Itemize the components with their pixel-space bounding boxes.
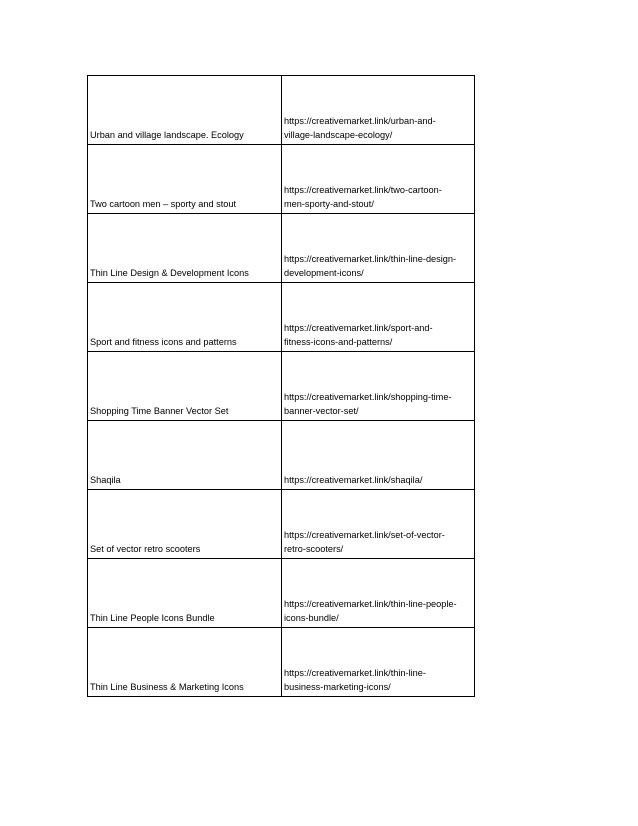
link-text-line[interactable]: retro-scooters/ bbox=[284, 544, 344, 554]
link-text-line[interactable]: development-icons/ bbox=[284, 268, 364, 278]
product-link-cell[interactable] bbox=[282, 421, 475, 490]
product-title-cell: Thin Line People Icons Bundle bbox=[88, 559, 282, 628]
product-title-cell: Thin Line Design & Development Icons bbox=[88, 214, 282, 283]
table-row bbox=[88, 628, 475, 697]
table-row bbox=[88, 283, 475, 352]
product-title-cell: Set of vector retro scooters bbox=[88, 490, 282, 559]
table-row bbox=[88, 76, 475, 145]
product-link-cell[interactable] bbox=[282, 352, 475, 421]
product-title-cell: Urban and village landscape. Ecology bbox=[88, 76, 282, 145]
product-title-cell: Sport and fitness icons and patterns bbox=[88, 283, 282, 352]
product-link-cell[interactable] bbox=[282, 145, 475, 214]
link-text-line[interactable]: business-marketing-icons/ bbox=[284, 682, 391, 692]
table-body bbox=[88, 76, 475, 697]
product-link-cell[interactable] bbox=[282, 283, 475, 352]
product-link-cell[interactable] bbox=[282, 214, 475, 283]
table-row bbox=[88, 214, 475, 283]
table-row bbox=[88, 145, 475, 214]
link-text-line[interactable]: icons-bundle/ bbox=[284, 613, 339, 623]
link-text-line[interactable]: https://creativemarket.link/urban-and- bbox=[284, 116, 436, 126]
link-text-line[interactable]: fitness-icons-and-patterns/ bbox=[284, 337, 393, 347]
link-text-line[interactable]: https://creativemarket.link/two-cartoon- bbox=[284, 185, 442, 195]
link-text-line[interactable]: village-landscape-ecology/ bbox=[284, 130, 393, 140]
product-link-cell[interactable] bbox=[282, 628, 475, 697]
product-title-cell: Thin Line Business & Marketing Icons bbox=[88, 628, 282, 697]
product-link-table bbox=[87, 75, 475, 697]
table-row bbox=[88, 421, 475, 490]
link-text-line[interactable]: https://creativemarket.link/thin-line- bbox=[284, 668, 426, 678]
link-text-line[interactable]: https://creativemarket.link/shopping-time- bbox=[284, 392, 452, 402]
product-link-cell[interactable] bbox=[282, 76, 475, 145]
link-text-line[interactable]: https://creativemarket.link/thin-line-design- bbox=[284, 254, 457, 264]
link-text-line[interactable]: banner-vector-set/ bbox=[284, 406, 359, 416]
product-title-cell: Two cartoon men – sporty and stout bbox=[88, 145, 282, 214]
table-row bbox=[88, 490, 475, 559]
product-link-cell[interactable] bbox=[282, 490, 475, 559]
product-link-cell[interactable] bbox=[282, 559, 475, 628]
link-text-line[interactable]: https://creativemarket.link/set-of-vector- bbox=[284, 530, 445, 540]
link-text-line[interactable]: https://creativemarket.link/thin-line-people- bbox=[284, 599, 457, 609]
link-text-line[interactable]: https://creativemarket.link/shaqila/ bbox=[284, 475, 423, 485]
table-row bbox=[88, 352, 475, 421]
product-title-cell: Shopping Time Banner Vector Set bbox=[88, 352, 282, 421]
table-row bbox=[88, 559, 475, 628]
link-text-line[interactable]: men-sporty-and-stout/ bbox=[284, 199, 374, 209]
product-title-cell: Shaqila bbox=[88, 421, 282, 490]
link-text-line[interactable]: https://creativemarket.link/sport-and- bbox=[284, 323, 433, 333]
